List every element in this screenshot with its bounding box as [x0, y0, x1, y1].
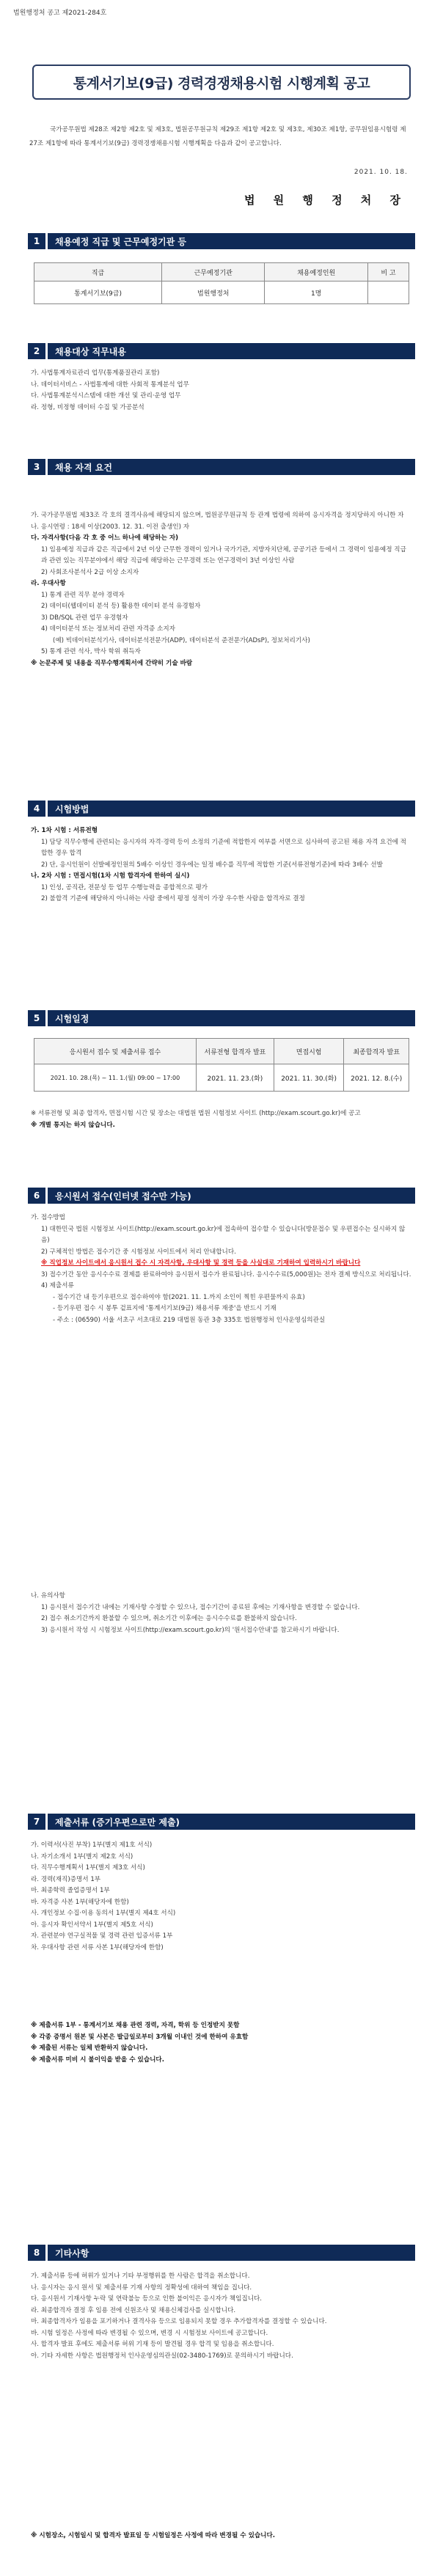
position-table — [34, 262, 409, 304]
list-item: 가. 국가공무원법 제33조 각 호의 결격사유에 해당되지 않으며, 법원공무원규칙 등 관계 법령에 의하여 응시자격을 정지당하지 아니한 자 — [31, 512, 404, 519]
section-4-header — [28, 801, 415, 817]
list-item: 나. 데이터서비스 - 사법통계에 대한 사회적 통계분석 업무 — [31, 380, 189, 389]
list-item: ※ 제출서류 미비 시 불이익을 받을 수 있습니다. — [31, 2056, 164, 2064]
section-number: 4 — [28, 801, 48, 817]
list-item: 1) 임용예정 직급과 같은 직급에서 2년 이상 근무한 경력이 있거나 국가기관, 지방자치단체, 공공기관 등에서 그 경력이 임용예정 직급과 관련 있는 직무분야에서 해당 직급에 해당하는 근무경력 또는 연구경력이 3년 이상인 사람 — [41, 545, 406, 564]
section-number: 5 — [28, 1010, 48, 1026]
table-cell: 2021. 11. 30.(화) — [274, 1064, 344, 1092]
list-item: - 주소 : (06590) 서울 서초구 서초대로 219 대법원 동관 3층 335호 법원행정처 인사운영심의관실 — [53, 1316, 326, 1324]
section-6-notes — [31, 1591, 412, 1636]
signer: 법 원 행 정 처 장 — [244, 194, 408, 207]
list-item: ※ 제출된 서류는 일체 반환하지 않습니다. — [31, 2045, 148, 2052]
list-item: 가. 접수방법 — [31, 1214, 65, 1221]
table-header: 응시원서 접수 및 제출서류 접수 — [34, 1039, 197, 1064]
table-header: 직급 — [34, 263, 162, 281]
list-item: 1) 대한민국 법원 시험정보 사이트(http://exam.scourt.go.kr)에 접속하여 접수할 수 있습니다(방문접수 및 우편접수는 실시하지 않음) — [41, 1225, 406, 1244]
section-7-notes — [31, 2020, 412, 2066]
list-item: - 등기우편 접수 시 봉투 겉표지에 '통계서기보(9급) 채용서류 재중'을 반드시 기재 — [53, 1305, 277, 1312]
list-item: 아. 기타 자세한 사항은 법원행정처 인사운영심의관실(02-3480-1769)로 문의하시기 바랍니다. — [31, 2352, 293, 2360]
list-item: 1) 인성, 공직관, 전문성 등 업무 수행능력을 종합적으로 평가 — [41, 883, 208, 891]
list-item: 가. 이력서(사진 부착) 1부(별지 제1호 서식) — [31, 1841, 153, 1849]
table-cell: 1명 — [265, 281, 367, 304]
list-item: 3) DB/SQL 관련 업무 유경험자 — [41, 614, 128, 622]
list-item: 차. 우대사항 관련 서류 사본 1부(해당자에 한함) — [31, 1943, 164, 1951]
list-item: 다. 자격사항(다음 각 호 중 어느 하나에 해당하는 자) — [31, 534, 179, 542]
section-number: 3 — [28, 459, 48, 475]
list-item: 나. 유의사항 — [31, 1592, 65, 1600]
list-item: 라. 우대사항 — [31, 580, 66, 587]
list-item: 1) 담당 직무수행에 관련되는 응시자의 자격·경력 등이 소정의 기준에 적합한지 여부를 서면으로 심사하여 공고된 채용 자격 요건에 적합한 경우 합격 — [41, 838, 406, 857]
list-item: 가. 사법통계자료관리 업무(통계품질관리 포함) — [31, 369, 160, 377]
list-item: 1) 응시원서 접수기간 내에는 기재사항 수정할 수 있으나, 접수기간이 종료된 후에는 기재사항을 변경할 수 없습니다. — [41, 1603, 360, 1611]
table-row — [34, 281, 409, 304]
list-item: 나. 자기소개서 1부(별지 제2호 서식) — [31, 1852, 133, 1861]
section-5-notes — [31, 1108, 412, 1131]
table-cell: 2021. 11. 23.(화) — [197, 1064, 274, 1092]
section-3-header — [28, 459, 415, 475]
table-header: 최종합격자 발표 — [344, 1039, 409, 1064]
list-item: ※ 각종 증명서 원본 및 사본은 발급일로부터 3개월 이내인 것에 한하여 유효함 — [31, 2033, 249, 2041]
list-item: 나. 응시연령 : 18세 이상(2003. 12. 31. 이전 출생인) 자 — [31, 523, 190, 531]
list-item: 4) 데이터분석 또는 정보처리 관련 자격증 소지자 — [41, 625, 175, 633]
list-item: ※ 개별 통지는 하지 않습니다. — [31, 1121, 115, 1129]
list-item: ※ 시험장소, 시험일시 및 합격자 발표일 등 시험일정은 사정에 따라 변경될 수 있습니다. — [31, 2532, 276, 2539]
title-box — [32, 65, 411, 100]
list-item: 마. 최종합격자가 임용을 포기하거나 결격사유 등으로 임용되지 못할 경우 추가합격자를 결정할 수 있습니다. — [31, 2318, 327, 2325]
section-title: 채용예정 직급 및 근무예정기관 등 — [55, 236, 187, 247]
section-title: 응시원서 접수(인터넷 접수만 가능) — [55, 1191, 191, 1201]
list-item: 2) 데이터(웹데이터 분석 등) 활용한 데이터 분석 유경험자 — [41, 603, 201, 610]
list-item: (예) 빅데이터분석기사, 데이터분석전문가(ADP), 데이터분석 준전문가(ADsP), 정보처리기사) — [53, 636, 310, 644]
table-cell: 법원행정처 — [162, 281, 265, 304]
section-title: 채용 자격 요건 — [55, 462, 112, 473]
notice-number: 법원행정처 공고 제2021-284호 — [13, 10, 107, 17]
section-number: 2 — [28, 343, 48, 359]
list-item: 아. 응시자 확인서약서 1부(별지 제5호 서식) — [31, 1921, 153, 1929]
section-title: 제출서류 (증기우편으로만 제출) — [55, 1817, 180, 1828]
section-7-body — [31, 1840, 412, 1954]
section-2-body — [31, 368, 412, 413]
list-item: 자. 관련분야 연구실적물 및 경력 관련 입증서류 1부 — [31, 1932, 173, 1940]
section-6-body — [31, 1212, 412, 1326]
list-item: 바. 시험 일정은 사정에 따라 변경될 수 있으며, 변경 시 시험정보 사이트에 공고합니다. — [31, 2329, 268, 2337]
list-item: 마. 최종학력 졸업증명서 1부 — [31, 1887, 110, 1894]
table-row — [34, 1064, 409, 1092]
list-item: 나. 2차 시험 : 면접시험(1차 시험 합격자에 한하여 실시) — [31, 872, 190, 880]
list-item: 1) 통계 관련 직무 분야 경력자 — [41, 591, 125, 599]
section-5-header — [28, 1010, 415, 1026]
table-cell: 통계서기보(9급) — [34, 281, 162, 304]
section-6-header — [28, 1188, 415, 1204]
list-item: 다. 직무수행계획서 1부(별지 제3호 서식) — [31, 1864, 145, 1872]
list-item: 2) 접수 취소기간까지 환불할 수 있으며, 취소기간 이후에는 응시수수료를 환불하지 않습니다. — [41, 1615, 297, 1622]
list-item: 5) 통계 관련 석사, 박사 학위 취득자 — [41, 648, 141, 655]
list-item: 2) 불합격 기준에 해당하지 아니하는 사람 중에서 평정 성적이 가장 우수한 사람을 합격자로 결정 — [41, 895, 305, 902]
section-number: 8 — [28, 2245, 48, 2261]
list-item: 다. 응시원서 기재사항 누락 및 연락불능 등으로 인한 불이익은 응시자가 책임집니다. — [31, 2295, 263, 2303]
list-item: 가. 1차 시험 : 서류전형 — [31, 827, 98, 834]
section-title: 채용대상 직무내용 — [55, 346, 126, 357]
list-item: 3) 접수기간 동안 응시수수료 결제를 완료하여야 응시원서 접수가 완료됩니다. 응시수수료(5,000원)는 전자 결제 방식으로 처리됩니다. — [41, 1270, 411, 1278]
section-number: 6 — [28, 1188, 48, 1204]
table-header: 근무예정기관 — [162, 263, 265, 281]
table-header: 서류전형 합격자 발표 — [197, 1039, 274, 1064]
list-item: 4) 제출서류 — [41, 1282, 74, 1289]
list-item: 3) 응시원서 작성 시 시험정보 사이트(http://exam.scourt.go.kr)의 '원서접수안내'를 참고하시기 바랍니다. — [41, 1626, 340, 1634]
table-cell — [367, 281, 409, 304]
notice-date: 2021. 10. 18. — [354, 169, 408, 176]
list-item: 가. 제출서류 등에 허위가 있거나 기타 부정행위를 한 사람은 합격을 취소합니다. — [31, 2273, 250, 2280]
section-2-header — [28, 343, 415, 359]
list-item: 2) 단, 응시인원이 선발예정인원의 5배수 이상인 경우에는 일정 배수를 직무에 적합한 기준(서류전형기준)에 따라 3배수 선발 — [41, 861, 383, 869]
list-item: 바. 자격증 사본 1부(해당자에 한함) — [31, 1898, 129, 1906]
page-title: 통계서기보(9급) 경력경쟁채용시험 시행계획 공고 — [73, 75, 370, 92]
list-item: ※ 제출서류 1부 - 통계서기보 채용 관련 경력, 자격, 학위 등 인정받지 못함 — [31, 2022, 240, 2029]
list-item: 라. 경력(재직)증명서 1부 — [31, 1875, 101, 1883]
section-4-body — [31, 825, 412, 905]
list-item: 나. 응시자는 응시 원서 및 제출서류 기재 사항의 정확성에 대하여 책임을 집니다. — [31, 2284, 252, 2292]
section-title: 기타사항 — [55, 2248, 89, 2259]
closing-note — [31, 2531, 412, 2542]
list-item: ※ 직업정보 사이트에서 응시원서 접수 시 자격사항, 우대사항 및 경력 등을 사실대로 기재하여 입력하시기 바랍니다 — [41, 1259, 361, 1267]
list-item: 라. 최종합격자 결정 후 임용 전에 신원조사 및 채용신체검사를 실시합니다. — [31, 2306, 236, 2314]
table-header: 비 고 — [367, 263, 409, 281]
list-item: ※ 서류전형 및 최종 합격자, 면접시험 시간 및 장소는 대법원 법원 시험정보 사이트 (http://exam.scourt.go.kr)에 공고 — [31, 1110, 361, 1117]
section-8-header — [28, 2245, 415, 2261]
list-item: 사. 합격자 발표 후에도 제출서류 허위 기재 등이 발견될 경우 합격 및 임용을 취소합니다. — [31, 2341, 274, 2348]
list-item: 2) 구체적인 방법은 접수기간 중 시험정보 사이트에서 처리 안내합니다. — [41, 1248, 236, 1256]
list-item: ※ 논문주제 및 내용을 직무수행계획서에 간략히 기술 바람 — [31, 659, 193, 667]
list-item: 사. 개인정보 수집·이용 동의서 1부(별지 제4호 서식) — [31, 1910, 176, 1917]
table-header: 면접시험 — [274, 1039, 344, 1064]
section-3-body — [31, 510, 412, 669]
section-1-header — [28, 233, 415, 249]
list-item: 라. 정형, 비정형 데이터 수집 및 가공분석 — [31, 403, 144, 411]
list-item: - 접수기간 내 등기우편으로 접수하여야 함(2021. 11. 1.까지 소인이 찍힌 우편물까지 유효) — [53, 1293, 305, 1301]
section-8-body — [31, 2271, 412, 2362]
section-number: 7 — [28, 1814, 48, 1830]
section-title: 시험일정 — [55, 1013, 89, 1024]
intro-text: 국가공무원법 제28조 제2항 제2호 및 제3호, 법원공무원규칙 제29조 제1항 제2호 및 제3호, 제30조 제1항, 공무원임용시험령 제27조 제1항에 따라 통계서기보(9급) 경력경쟁채용시험 시행계획을 다음과 같이 공고합니다. — [29, 126, 406, 147]
table-cell: 2021. 12. 8.(수) — [344, 1064, 409, 1092]
list-item: 다. 사법통계분석시스템에 대한 개선 및 관리·운영 업무 — [31, 392, 181, 400]
section-title: 시험방법 — [55, 803, 89, 814]
list-item: 2) 사회조사분석사 2급 이상 소지자 — [41, 568, 139, 576]
section-7-header — [28, 1814, 415, 1830]
table-header: 채용예정인원 — [265, 263, 367, 281]
schedule-table — [34, 1038, 409, 1092]
table-cell: 2021. 10. 28.(목) ~ 11. 1.(월) 09:00 ~ 17:00 — [34, 1064, 197, 1092]
section-number: 1 — [28, 233, 48, 249]
